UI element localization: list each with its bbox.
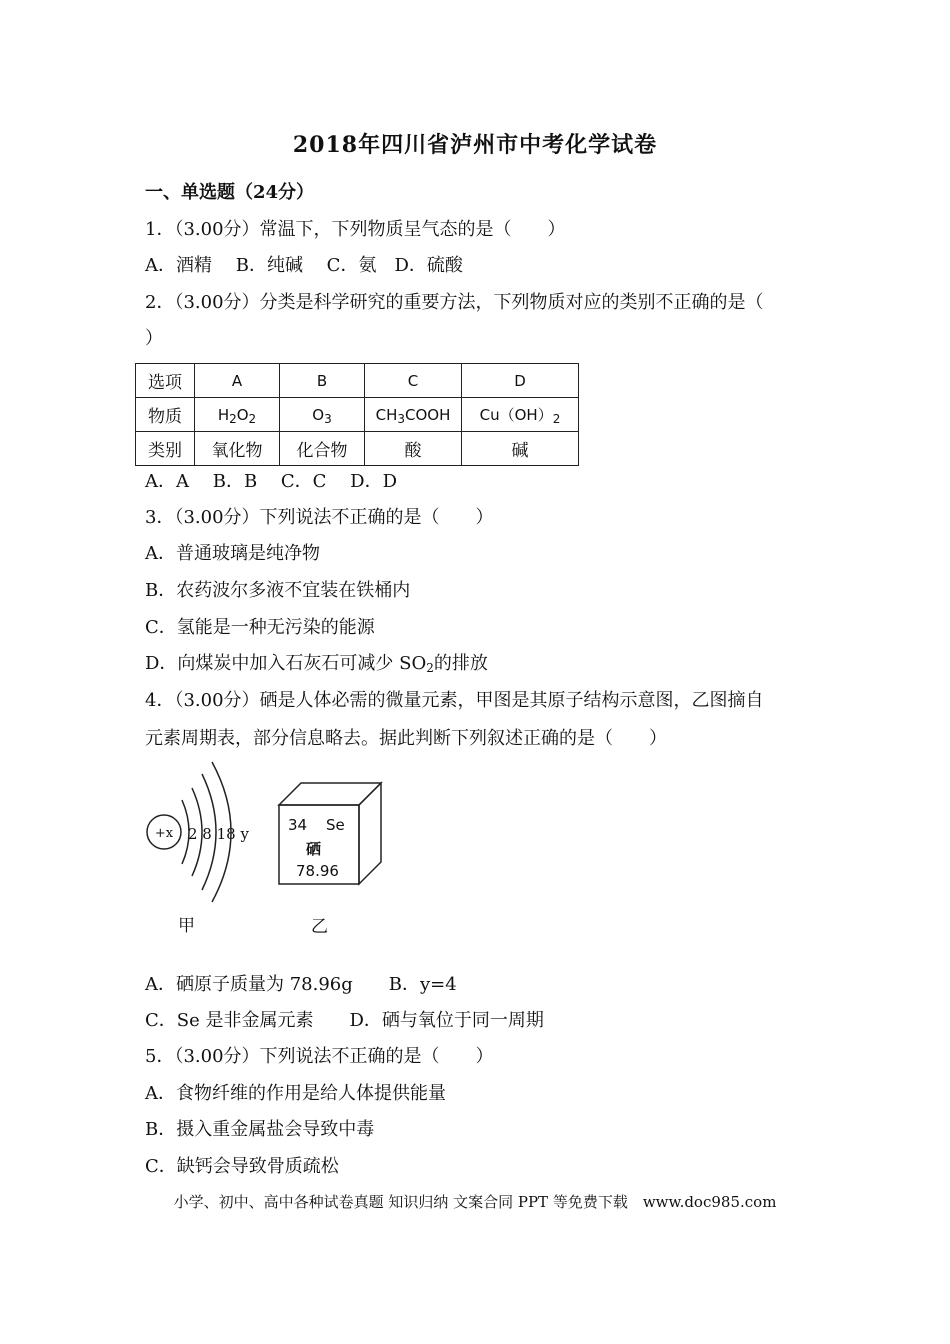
figure-caption-yi: 乙 bbox=[311, 917, 328, 937]
q1-options: A．酒精 B．纯碱 C．氨 D．硫酸 bbox=[145, 255, 463, 276]
table-cell: D bbox=[462, 364, 579, 398]
q4-stem-cont: 元素周期表，部分信息略去。据此判断下列叙述正确的是（ ） bbox=[145, 728, 667, 749]
q3-option-c: C．氢能是一种无污染的能源 bbox=[145, 617, 375, 638]
atomic-mass: 78.96 bbox=[296, 862, 339, 880]
q4-options-cd: C．Se 是非金属元素 D．硒与氧位于同一周期 bbox=[145, 1010, 544, 1031]
q2-options: A．A B．B C．C D．D bbox=[145, 471, 398, 492]
element-name: 硒 bbox=[306, 840, 322, 858]
box-top-face bbox=[279, 783, 381, 805]
element-card-diagram bbox=[276, 780, 388, 888]
page-title: 2018年四川省泸州市中考化学试卷 bbox=[292, 132, 658, 158]
atom-structure-diagram bbox=[140, 760, 260, 940]
nucleus-charge: +x bbox=[154, 826, 174, 841]
q3-option-a: A．普通玻璃是纯净物 bbox=[145, 543, 320, 564]
atomic-number: 34 bbox=[288, 816, 308, 834]
electron-counts: 2 8 18 y bbox=[188, 825, 249, 843]
q2-table bbox=[135, 363, 579, 466]
table-row bbox=[136, 364, 579, 398]
q4-stem: 4．（3.00分）硒是人体必需的微量元素，甲图是其原子结构示意图，乙图摘自 bbox=[145, 690, 764, 711]
q3-option-d: D．向煤炭中加入石灰石可减少 $SO_2$的排放 bbox=[145, 653, 488, 675]
table-cell: A bbox=[195, 364, 280, 398]
q5-option-b: B．摄入重金属盐会导致中毒 bbox=[145, 1119, 375, 1140]
q1-stem: 1．（3.00分）常温下，下列物质呈气态的是（ ） bbox=[145, 219, 566, 240]
table-cell: 类别 bbox=[136, 432, 195, 466]
figure-caption-jia: 甲 bbox=[178, 916, 195, 936]
table-cell: 酸 bbox=[365, 432, 462, 466]
q2-stem-cont: ） bbox=[145, 328, 163, 349]
q2-stem: 2．（3.00分）分类是科学研究的重要方法，下列物质对应的类别不正确的是（ bbox=[145, 292, 764, 313]
table-row bbox=[136, 398, 579, 432]
section-heading: 一、单选题（24分） bbox=[145, 182, 315, 203]
q5-option-a: A．食物纤维的作用是给人体提供能量 bbox=[145, 1083, 446, 1104]
formula-h2o2: $H_2O_2$ bbox=[195, 398, 280, 432]
table-cell: 化合物 bbox=[280, 432, 365, 466]
formula-cuoh2: $Cu(OH)_2$ bbox=[462, 398, 579, 432]
q5-option-c: C．缺钙会导致骨质疏松 bbox=[145, 1156, 339, 1177]
box-side-face bbox=[359, 783, 381, 884]
table-row bbox=[136, 432, 579, 466]
table-cell: 选项 bbox=[136, 364, 195, 398]
q3-stem: 3．（3.00分）下列说法不正确的是（ ） bbox=[145, 507, 494, 528]
table-cell: 物质 bbox=[136, 398, 195, 432]
element-symbol: Se bbox=[326, 816, 345, 834]
q3-option-b: B．农药波尔多液不宜装在铁桶内 bbox=[145, 580, 411, 601]
table-cell: C bbox=[365, 364, 462, 398]
table-cell: B bbox=[280, 364, 365, 398]
formula-ch3cooh: $CH_3COOH$ bbox=[365, 398, 462, 432]
page-footer: 小学、初中、高中各种试卷真题 知识归纳 文案合同 PPT 等免费下载 www.doc985.com bbox=[173, 1193, 777, 1211]
table-cell: 碱 bbox=[462, 432, 579, 466]
table-cell: 氧化物 bbox=[195, 432, 280, 466]
q5-stem: 5．（3.00分）下列说法不正确的是（ ） bbox=[145, 1046, 494, 1067]
formula-o3: $O_3$ bbox=[280, 398, 365, 432]
q4-options-ab: A．硒原子质量为 78.96g B．y=4 bbox=[145, 974, 457, 995]
